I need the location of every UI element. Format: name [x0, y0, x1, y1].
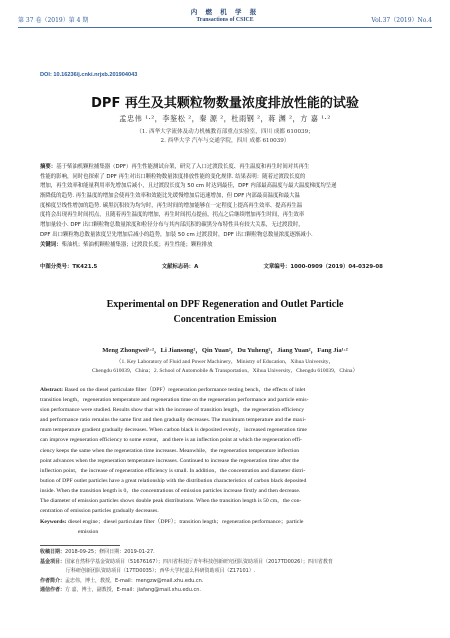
english-affiliation-1: （1. Key Laboratory of Fluid and Power Machinery，Ministry of Education，Xihua University，	[116, 359, 334, 365]
doi[interactable]: DOI: 10.16236/j.cnki.nrjxb.201904043	[40, 72, 138, 78]
abstract-line: can improve regeneration efficiency to some extent，and there is an inflection point at which the regeneration effi-	[40, 437, 302, 444]
abstract-line: 度将会出现再生时间拐点，且随着再生温度的增加，再生时间拐点提前，拐点之后继续增加再生时间，再生效率	[40, 212, 305, 219]
chinese-title: DPF 再生及其颗粒物数量浓度排放性能的试验	[91, 96, 359, 111]
volume-issue-en: Vol.37（2019）No.4	[371, 17, 432, 24]
abstract-line: 性能的影响，同时也探索了 DPF 再生对出口颗粒物数量浓度排放性能的变化规律. 结果表明：随着过渡段长度的	[40, 173, 306, 180]
journal-name-en: Transactions of CSICE	[196, 17, 254, 23]
received-date: 收稿日期：2018-09-25；修回日期：2019-01-27.	[40, 549, 155, 555]
english-authors: Meng Zhongwei¹·²，Li Jiansong²，Qin Yuan²，Du Yuheng²，Jiang Yuan²，Fang Jia¹·²	[102, 347, 348, 354]
abstract-line: ciency keeps the same when the regeneration time increases. Meanwhile，the regeneration temperature inflection	[40, 447, 300, 454]
english-abstract	[40, 385, 415, 516]
english-title-line-2: Concentration Emission	[173, 314, 277, 325]
footnote-divider	[40, 545, 120, 546]
abstract-line: inflection point，the increase of regeneration efficiency is small. In addition，the concentration and diameter distri-	[40, 467, 306, 474]
keywords-label: 关键词：	[40, 241, 62, 248]
author-bio: 作者简介：孟忠伟，博士，教授，E-mail：mengzw@mail.xhu.edu.cn.	[40, 577, 204, 584]
abstract-line: DPF 出口颗粒物总数量浓度呈先增加后减小的趋势，加装 50 cm 过渡段时，DPF 出口颗粒物总数量浓度逐渐减小.	[40, 231, 313, 238]
chinese-affiliation-2: 2. 西华大学 汽车与交通学院，四川 成都 610039）	[160, 138, 290, 144]
footnotes	[40, 548, 415, 596]
corresponding-author: 通信作者：方 嘉，博士，副教授，E-mail：jiafang@mail.xhu.edu.cn.	[40, 587, 201, 594]
abstract-line: 渐降低的趋势. 再生温度的增加会使再生效率和效能比先缓慢增加后迅速增加，但 DPF 内部最高温度和最大温	[40, 193, 300, 200]
english-title	[0, 297, 450, 327]
chinese-abstract	[40, 163, 415, 250]
abstract-line: 度梯度呈线性增加的趋势. 碳黑沉积较为均匀时，再生时间的增加能够在一定程度上提高再生效率、提高再生温	[40, 202, 303, 209]
volume-issue-cn: 第 37 卷（2019）第 4 期	[18, 17, 89, 24]
header-divider	[18, 27, 432, 28]
abstract-line: and performance ratio remains the same first and then gradually decreases. The maximum temperature and the maxi-	[40, 417, 306, 424]
funding-continuation: 厅科研创新团队资助项目（17TD0035）；西华大学杞嘉么科研资助项目（Z17101）.	[66, 568, 256, 575]
abstract-line: 增加量较小. DPF 出口颗粒物总数量浓度和粒径分布与其内部沉积的碳黑分布特性具有较大关系，无过渡段时，	[40, 222, 304, 229]
clc-number: 中图分类号：TK421.5	[40, 264, 98, 270]
abstract-line: inside. When the transition length is 0，the concentrations of emission particles increase firstly and then decrease.	[40, 487, 301, 494]
abstract-line: point advances when the regeneration temperature increases. Continued to increase the regeneration time after the	[40, 457, 300, 464]
chinese-authors: 孟忠伟 ¹·²，李鉴松 ²，秦 源 ²，杜雨钢 ²，蒋 渊 ²，方 嘉 ¹·²	[119, 114, 331, 123]
abstract-line: sion performance were studied. Results show that with the increase of transition length，the regeneration efficiency	[40, 407, 305, 414]
chinese-keywords: 关键词：柴油机；柴油机颗粒捕集器；过渡段长度；再生性能；颗粒排放	[40, 241, 213, 248]
english-title-line-1: Experimental on DPF Regeneration and Outlet Particle	[106, 299, 344, 310]
journal-name-cn: 内 燃 机 学 报	[190, 8, 260, 16]
abstract-line: mum temperature gradient gradually decreases. When carbon black is deposited evenly，increased regeneration time	[40, 427, 307, 434]
abstract-label: 摘要：	[40, 164, 57, 170]
abstract-line: 增加，再生效率和能量利用率先增加后减小，且过渡段长度为 50 cm 时达到最佳，DPF 内部最高温度与最大温度梯度均呈递	[40, 183, 337, 190]
abstract-line: bution of DPF outlet particles have a great relationship with the distribution characteristics of carbon black deposited	[40, 477, 307, 484]
abstract-line: The diameter of emission particles shows double peak distributions. When the transition length is 50 cm，the con-	[40, 498, 302, 505]
chinese-affiliation-1: （1. 西华大学流体及动力机械教育部重点实验室，四川 成都 610039；	[136, 129, 314, 135]
abstract-line: Abstract: Based on the diesel particulate filter（DPF）regeneration performance testing bench，the effects of inlet	[40, 387, 306, 393]
document-code: 文献标志码：A	[161, 264, 199, 270]
funding: 基金项目：国家自然科学基金资助项目（51676167）；四川省科技厅青年科技创新研究团队资助项目（2017TD0026）；四川省教育	[40, 558, 333, 565]
keywords-continuation: emission	[78, 529, 99, 536]
abstract-label: Abstract:	[40, 387, 64, 393]
journal-header	[0, 0, 450, 30]
classification-row	[40, 262, 415, 270]
article-number: 文章编号：1000-0909（2019）04-0329-08	[263, 264, 383, 270]
abstract-line: centration of emission particles gradually decreases.	[40, 508, 159, 515]
english-keywords: Keywords: diesel engine；diesel particulate filter（DPF）；transition length；regeneration performance；particle emission	[40, 517, 415, 537]
abstract-line: transition length，regeneration temperature and regeneration time on the regeneration performance and particle emis-	[40, 397, 309, 404]
english-affiliation-2: Chengdu 610039，China；2. School of Automobile & Transportation，Xihua University，Chengdu 610039，China）	[92, 368, 358, 374]
abstract-line: 摘要：基于柴油机颗粒捕集器（DPF）再生性能测试台架，研究了入口过渡段长度、再生温度和再生时间对其再生	[40, 164, 310, 170]
keywords-label: Keywords:	[40, 519, 67, 525]
